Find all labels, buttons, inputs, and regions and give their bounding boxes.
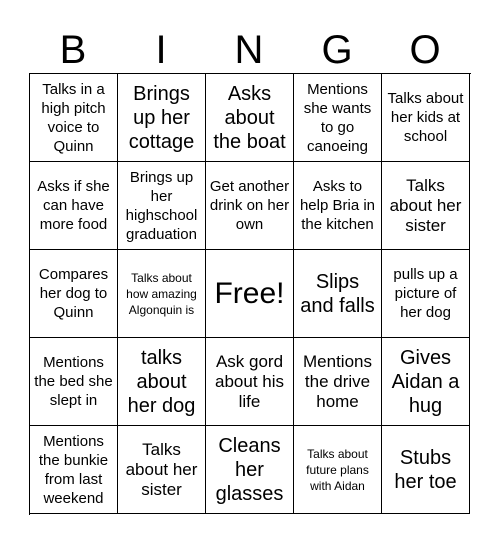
- cell-text: Stubs her toe: [394, 446, 457, 493]
- header-letter-n: N: [234, 28, 264, 72]
- cell-text: Asks about the boat: [213, 82, 286, 153]
- header-letter-o: O: [409, 28, 441, 72]
- cell-text: Talks about her kids at school: [387, 90, 464, 145]
- bingo-card-grid: [29, 73, 471, 515]
- bingo-cell[interactable]: [118, 426, 206, 514]
- bingo-cell[interactable]: [118, 338, 206, 426]
- cell-text: Brings up her cottage: [128, 82, 195, 153]
- bingo-cell[interactable]: [30, 250, 118, 338]
- bingo-cell[interactable]: [206, 74, 294, 162]
- cell-text: Cleans her glasses: [215, 434, 284, 505]
- cell-text: Mentions the bunkie from last weekend: [38, 432, 109, 507]
- bingo-cell[interactable]: [30, 162, 118, 250]
- cell-text: Talks about her sister: [125, 439, 198, 499]
- cell-text: Mentions the bed she slept in: [34, 354, 113, 409]
- bingo-cell[interactable]: [206, 338, 294, 426]
- cell-text: Get another drink on her own: [209, 178, 290, 233]
- cell-text: Talks about her sister: [389, 175, 462, 235]
- cell-text: Asks if she can have more food: [37, 178, 110, 233]
- bingo-cell[interactable]: [118, 74, 206, 162]
- bingo-cell[interactable]: [30, 74, 118, 162]
- cell-text: Brings up her highschool graduation: [125, 168, 198, 243]
- bingo-cell[interactable]: [206, 162, 294, 250]
- cell-text: talks about her dog: [127, 346, 196, 417]
- cell-text: Mentions the drive home: [303, 351, 372, 411]
- bingo-cell[interactable]: [294, 338, 382, 426]
- cell-text: Asks to help Bria in the kitchen: [299, 178, 376, 233]
- bingo-cell[interactable]: [206, 426, 294, 514]
- bingo-header: [29, 28, 469, 72]
- cell-text: Talks about future plans with Aidan: [306, 446, 369, 493]
- bingo-cell[interactable]: [118, 250, 206, 338]
- bingo-cell[interactable]: [30, 426, 118, 514]
- bingo-cell[interactable]: [294, 74, 382, 162]
- cell-text: Mentions she wants to go canoeing: [303, 80, 372, 155]
- cell-text: pulls up a picture of her dog: [393, 266, 458, 321]
- cell-text: Gives Aidan a hug: [391, 346, 460, 417]
- bingo-cell[interactable]: [382, 250, 470, 338]
- bingo-cell[interactable]: [382, 426, 470, 514]
- cell-text: Slips and falls: [300, 270, 375, 317]
- bingo-cell[interactable]: [382, 338, 470, 426]
- bingo-cell[interactable]: [382, 74, 470, 162]
- cell-text: Compares her dog to Quinn: [38, 266, 109, 321]
- bingo-cell[interactable]: [294, 162, 382, 250]
- bingo-cell[interactable]: [118, 162, 206, 250]
- cell-text: Talks in a high pitch voice to Quinn: [41, 80, 106, 155]
- free-space-cell[interactable]: [206, 250, 294, 338]
- bingo-cell[interactable]: [382, 162, 470, 250]
- bingo-cell[interactable]: [294, 250, 382, 338]
- free-space-text: Free!: [214, 276, 285, 310]
- header-letter-g: G: [321, 28, 353, 72]
- bingo-cell[interactable]: [30, 338, 118, 426]
- cell-text: Talks about how amazing Algonquin is: [126, 270, 197, 317]
- bingo-cell[interactable]: [294, 426, 382, 514]
- header-letter-i: I: [155, 28, 167, 72]
- cell-text: Ask gord about his life: [215, 351, 284, 411]
- header-letter-b: B: [59, 28, 87, 72]
